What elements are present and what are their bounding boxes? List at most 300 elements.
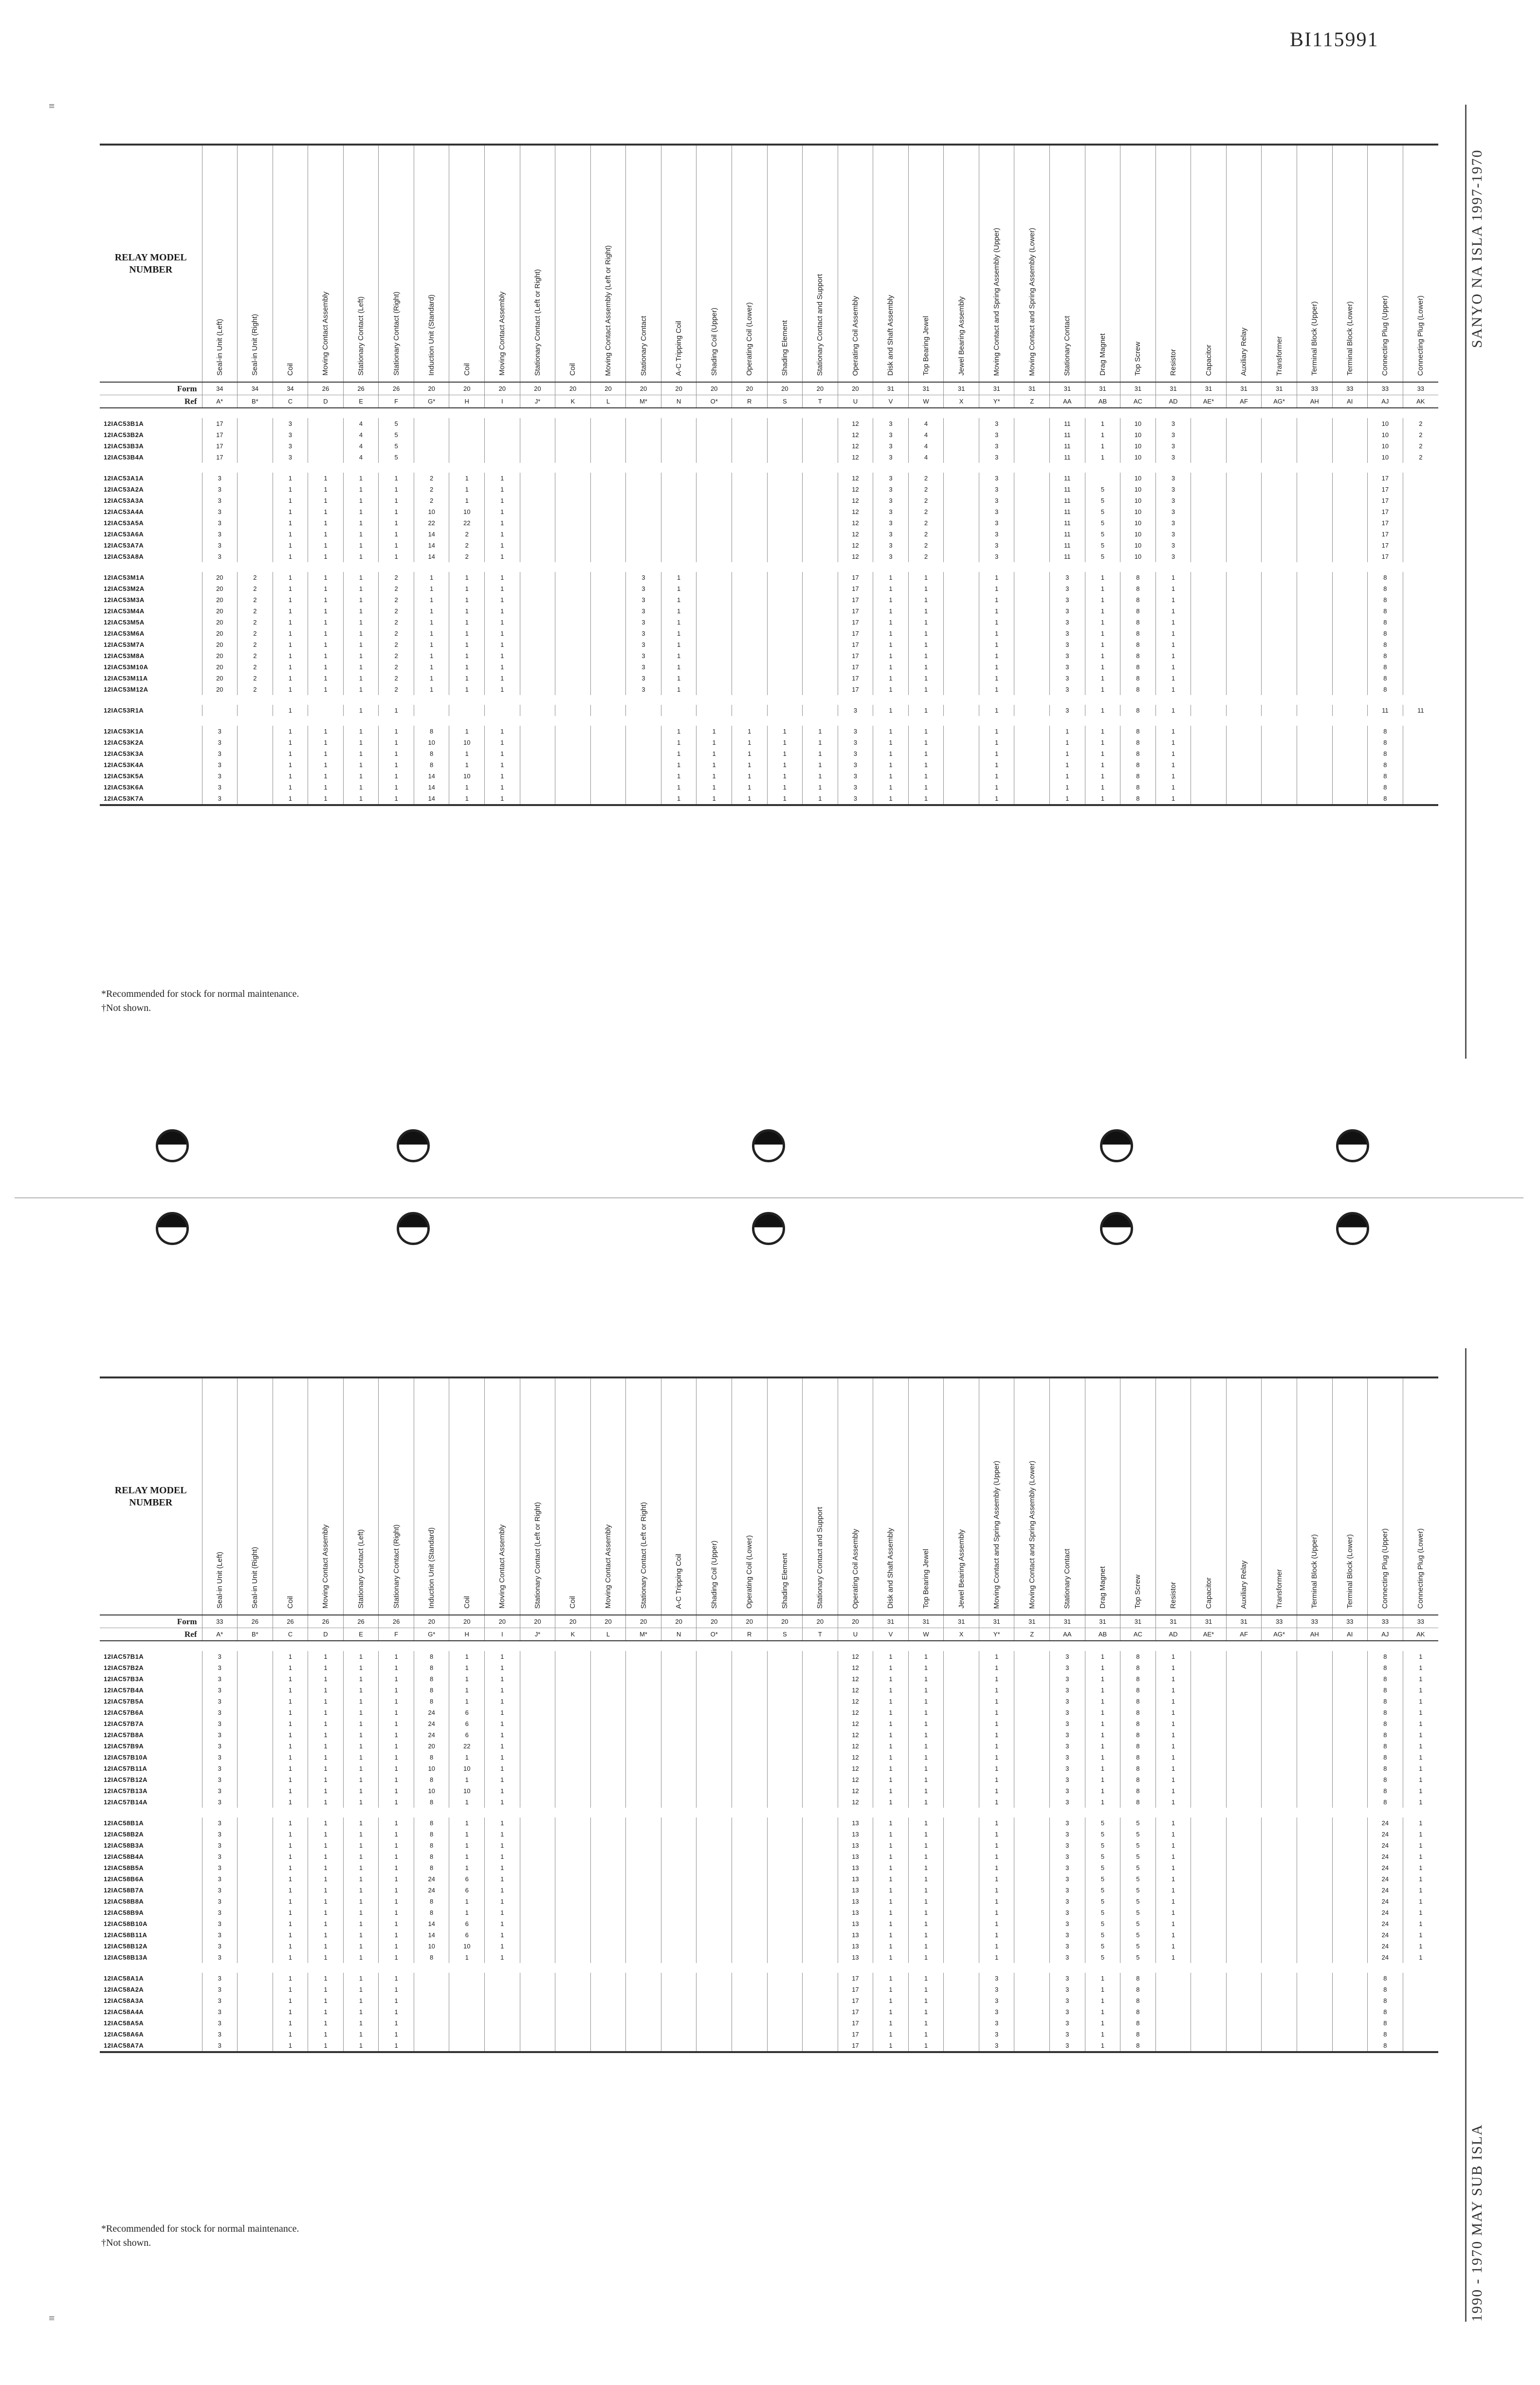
quantity-cell: 3 xyxy=(202,1729,238,1741)
quantity-cell xyxy=(767,673,803,684)
column-header xyxy=(803,145,838,382)
quantity-cell xyxy=(1014,429,1050,440)
quantity-cell xyxy=(1014,1673,1050,1685)
quantity-cell xyxy=(555,1918,591,1929)
quantity-cell xyxy=(590,684,626,695)
quantity-cell xyxy=(1226,495,1262,506)
quantity-cell xyxy=(414,1984,449,1995)
quantity-cell: 8 xyxy=(1120,1785,1156,1797)
quantity-cell: 1 xyxy=(1085,726,1120,737)
table-row xyxy=(100,1752,1438,1763)
quantity-cell: 5 xyxy=(1120,1873,1156,1885)
form-cell: 20 xyxy=(590,1615,626,1628)
quantity-cell xyxy=(555,1741,591,1752)
quantity-cell: 1 xyxy=(308,473,344,484)
column-label: Operating Coil (Lower) xyxy=(745,302,754,376)
quantity-cell xyxy=(661,1941,697,1952)
quantity-cell xyxy=(1297,2040,1332,2052)
quantity-cell: 2 xyxy=(379,605,414,617)
quantity-cell: 1 xyxy=(908,628,944,639)
quantity-cell: 1 xyxy=(449,1774,485,1785)
quantity-cell xyxy=(1403,495,1438,506)
quantity-cell xyxy=(414,2006,449,2018)
quantity-cell xyxy=(1014,1918,1050,1929)
quantity-cell: 3 xyxy=(979,495,1014,506)
quantity-cell xyxy=(732,452,767,463)
quantity-cell: 12 xyxy=(838,418,873,429)
quantity-cell xyxy=(1297,737,1332,748)
column-header xyxy=(767,1377,803,1615)
quantity-cell: 1 xyxy=(979,1873,1014,1885)
quantity-cell: 2 xyxy=(908,495,944,506)
quantity-cell: 22 xyxy=(449,1741,485,1752)
quantity-cell xyxy=(1297,639,1332,650)
quantity-cell xyxy=(944,2006,979,2018)
form-cell: 20 xyxy=(485,382,520,395)
quantity-cell xyxy=(1262,748,1297,759)
quantity-cell: 1 xyxy=(1085,1774,1120,1785)
column-header xyxy=(1014,1377,1050,1615)
quantity-cell xyxy=(697,1752,732,1763)
quantity-cell xyxy=(590,1873,626,1885)
quantity-cell: 20 xyxy=(202,605,238,617)
quantity-cell: 1 xyxy=(308,1995,344,2006)
quantity-cell: 1 xyxy=(379,1685,414,1696)
quantity-cell: 1 xyxy=(979,1729,1014,1741)
quantity-cell xyxy=(767,1851,803,1862)
quantity-cell xyxy=(1332,1741,1368,1752)
quantity-cell xyxy=(1332,639,1368,650)
quantity-cell: 13 xyxy=(838,1885,873,1896)
quantity-cell xyxy=(803,473,838,484)
quantity-cell: 1 xyxy=(449,793,485,805)
quantity-cell xyxy=(1262,771,1297,782)
quantity-cell: 1 xyxy=(661,726,697,737)
quantity-cell xyxy=(1191,551,1227,562)
quantity-cell xyxy=(697,540,732,551)
quantity-cell: 1 xyxy=(485,1840,520,1851)
ref-cell: R xyxy=(732,1628,767,1641)
quantity-cell xyxy=(590,628,626,639)
quantity-cell: 1 xyxy=(1403,1817,1438,1829)
quantity-cell: 5 xyxy=(1085,1918,1120,1929)
quantity-cell: 22 xyxy=(414,517,449,529)
quantity-cell: 3 xyxy=(202,1752,238,1763)
quantity-cell xyxy=(1403,759,1438,771)
quantity-cell xyxy=(590,473,626,484)
quantity-cell: 3 xyxy=(202,748,238,759)
quantity-cell: 14 xyxy=(414,1929,449,1941)
model-number: 12IAC53A1A xyxy=(104,475,144,482)
column-label: Coil xyxy=(568,1596,577,1609)
quantity-cell: 1 xyxy=(379,737,414,748)
quantity-cell: 3 xyxy=(202,506,238,517)
quantity-cell: 8 xyxy=(1120,1707,1156,1718)
quantity-cell: 1 xyxy=(979,1840,1014,1851)
quantity-cell: 3 xyxy=(873,418,909,429)
quantity-cell xyxy=(803,673,838,684)
quantity-cell xyxy=(590,2006,626,2018)
quantity-cell: 3 xyxy=(1155,506,1191,517)
quantity-cell: 1 xyxy=(485,793,520,805)
quantity-cell xyxy=(555,771,591,782)
quantity-cell: 12 xyxy=(838,1729,873,1741)
quantity-cell: 24 xyxy=(1368,1840,1403,1851)
ref-cell: Z xyxy=(1014,395,1050,408)
quantity-cell: 1 xyxy=(1155,1752,1191,1763)
table-row xyxy=(100,639,1438,650)
quantity-cell xyxy=(1297,484,1332,495)
quantity-cell xyxy=(767,1729,803,1741)
model-number: 12IAC58B10A xyxy=(104,1920,148,1927)
model-number: 12IAC57B6A xyxy=(104,1709,144,1716)
form-cell: 33 xyxy=(1368,382,1403,395)
quantity-cell xyxy=(626,1673,661,1685)
quantity-cell: 5 xyxy=(1085,1941,1120,1952)
quantity-cell: 1 xyxy=(449,1797,485,1808)
quantity-cell: 3 xyxy=(1050,2018,1085,2029)
quantity-cell xyxy=(732,572,767,583)
quantity-cell xyxy=(590,1896,626,1907)
quantity-cell xyxy=(1332,529,1368,540)
quantity-cell xyxy=(661,495,697,506)
column-label: Moving Contact Assembly xyxy=(498,1524,507,1609)
quantity-cell: 24 xyxy=(1368,1907,1403,1918)
quantity-cell: 3 xyxy=(1050,1851,1085,1862)
quantity-cell: 1 xyxy=(1403,1851,1438,1862)
quantity-cell xyxy=(1262,793,1297,805)
model-number: 12IAC53B1A xyxy=(104,420,144,427)
form-cell: 31 xyxy=(1226,1615,1262,1628)
quantity-cell: 1 xyxy=(273,495,308,506)
quantity-cell: 1 xyxy=(449,1840,485,1851)
form-cell: 26 xyxy=(343,382,379,395)
quantity-cell xyxy=(555,1763,591,1774)
quantity-cell xyxy=(697,1662,732,1673)
table-row xyxy=(100,1973,1438,1984)
quantity-cell xyxy=(414,2040,449,2052)
quantity-cell xyxy=(590,2029,626,2040)
quantity-cell: 3 xyxy=(1050,628,1085,639)
quantity-cell: 1 xyxy=(308,572,344,583)
quantity-cell xyxy=(1014,617,1050,628)
quantity-cell xyxy=(1191,1829,1227,1840)
quantity-cell xyxy=(238,1941,273,1952)
quantity-cell xyxy=(697,1673,732,1685)
quantity-cell xyxy=(1191,1995,1227,2006)
quantity-cell: 1 xyxy=(308,1984,344,1995)
quantity-cell xyxy=(1191,506,1227,517)
right-margin-rule-top xyxy=(1465,105,1467,1059)
quantity-cell: 3 xyxy=(626,650,661,661)
quantity-cell xyxy=(1297,1673,1332,1685)
quantity-cell: 1 xyxy=(1155,705,1191,716)
quantity-cell: 8 xyxy=(1368,782,1403,793)
quantity-cell: 1 xyxy=(449,1829,485,1840)
quantity-cell xyxy=(1332,673,1368,684)
quantity-cell xyxy=(1226,440,1262,452)
table-row xyxy=(100,661,1438,673)
column-label: Transformer xyxy=(1275,1569,1283,1609)
column-label: Auxiliary Relay xyxy=(1240,1560,1248,1609)
quantity-cell xyxy=(944,452,979,463)
quantity-cell xyxy=(238,1840,273,1851)
quantity-cell xyxy=(626,1651,661,1662)
column-header xyxy=(485,145,520,382)
quantity-cell xyxy=(520,506,555,517)
column-label: Moving Contact Assembly xyxy=(321,292,330,376)
quantity-cell xyxy=(661,506,697,517)
model-number: 12IAC53A5A xyxy=(104,519,144,527)
quantity-cell: 1 xyxy=(732,771,767,782)
quantity-cell xyxy=(1014,1651,1050,1662)
quantity-cell: 6 xyxy=(449,1929,485,1941)
column-header xyxy=(308,145,344,382)
quantity-cell: 3 xyxy=(1050,1774,1085,1785)
quantity-cell xyxy=(238,1873,273,1885)
quantity-cell: 3 xyxy=(202,1774,238,1785)
form-cell: 31 xyxy=(944,382,979,395)
quantity-cell: 3 xyxy=(202,1685,238,1696)
ref-cell: I xyxy=(485,395,520,408)
model-number: 12IAC57B5A xyxy=(104,1698,144,1705)
quantity-cell: 1 xyxy=(873,583,909,594)
quantity-cell xyxy=(238,1673,273,1685)
quantity-cell xyxy=(626,1817,661,1829)
quantity-cell xyxy=(590,1707,626,1718)
quantity-cell xyxy=(697,1774,732,1785)
quantity-cell xyxy=(1191,1741,1227,1752)
quantity-cell xyxy=(1014,1995,1050,2006)
column-header xyxy=(1191,1377,1227,1615)
quantity-cell xyxy=(1226,1929,1262,1941)
quantity-cell xyxy=(803,1662,838,1673)
quantity-cell: 1 xyxy=(485,1752,520,1763)
quantity-cell xyxy=(1297,429,1332,440)
quantity-cell: 24 xyxy=(1368,1941,1403,1952)
quantity-cell xyxy=(1262,1707,1297,1718)
quantity-cell xyxy=(1262,1817,1297,1829)
quantity-cell: 1 xyxy=(485,540,520,551)
quantity-cell xyxy=(590,429,626,440)
quantity-cell: 3 xyxy=(626,639,661,650)
quantity-cell xyxy=(767,1973,803,1984)
ref-cell: F xyxy=(379,1628,414,1641)
quantity-cell: 1 xyxy=(273,605,308,617)
quantity-cell xyxy=(732,1651,767,1662)
quantity-cell: 1 xyxy=(1050,737,1085,748)
quantity-cell xyxy=(1403,551,1438,562)
quantity-cell: 8 xyxy=(1368,1662,1403,1673)
quantity-cell: 1 xyxy=(379,1984,414,1995)
quantity-cell: 1 xyxy=(1085,1707,1120,1718)
ref-cell: AA xyxy=(1050,1628,1085,1641)
quantity-cell xyxy=(1297,495,1332,506)
quantity-cell xyxy=(661,529,697,540)
quantity-cell: 8 xyxy=(1120,737,1156,748)
quantity-cell: 1 xyxy=(343,1862,379,1873)
quantity-cell xyxy=(590,1696,626,1707)
quantity-cell: 1 xyxy=(273,1995,308,2006)
quantity-cell: 4 xyxy=(908,452,944,463)
quantity-cell xyxy=(767,506,803,517)
column-label: Top Screw xyxy=(1134,341,1142,376)
quantity-cell: 1 xyxy=(485,1885,520,1896)
quantity-cell xyxy=(767,495,803,506)
quantity-cell xyxy=(944,2029,979,2040)
quantity-cell xyxy=(1262,1797,1297,1808)
quantity-cell: 1 xyxy=(803,726,838,737)
quantity-cell xyxy=(626,1774,661,1785)
quantity-cell: 1 xyxy=(697,726,732,737)
quantity-cell: 1 xyxy=(449,748,485,759)
quantity-cell xyxy=(449,2006,485,2018)
quantity-cell xyxy=(238,705,273,716)
quantity-cell xyxy=(1014,1907,1050,1918)
quantity-cell xyxy=(238,506,273,517)
quantity-cell xyxy=(1155,1995,1191,2006)
quantity-cell: 3 xyxy=(1050,1729,1085,1741)
quantity-cell: 3 xyxy=(202,782,238,793)
quantity-cell xyxy=(555,1851,591,1862)
ref-cell: AJ xyxy=(1368,395,1403,408)
quantity-cell xyxy=(697,673,732,684)
form-cell: 20 xyxy=(520,1615,555,1628)
quantity-cell: 3 xyxy=(1050,605,1085,617)
quantity-cell xyxy=(803,1918,838,1929)
quantity-cell xyxy=(520,684,555,695)
quantity-cell: 1 xyxy=(1085,1673,1120,1685)
model-number: 12IAC57B8A xyxy=(104,1731,144,1739)
quantity-cell xyxy=(732,594,767,605)
model-number: 12IAC53M12A xyxy=(104,686,148,693)
quantity-cell: 8 xyxy=(1368,1774,1403,1785)
quantity-cell xyxy=(238,2040,273,2052)
quantity-cell xyxy=(1226,1918,1262,1929)
quantity-cell xyxy=(590,639,626,650)
quantity-cell xyxy=(520,617,555,628)
quantity-cell: 8 xyxy=(1120,1685,1156,1696)
quantity-cell xyxy=(1014,1952,1050,1963)
quantity-cell: 1 xyxy=(343,1696,379,1707)
quantity-cell: 1 xyxy=(273,1885,308,1896)
quantity-cell xyxy=(1262,1829,1297,1840)
quantity-cell: 1 xyxy=(979,1673,1014,1685)
quantity-cell xyxy=(520,1673,555,1685)
quantity-cell xyxy=(1403,639,1438,650)
quantity-cell: 1 xyxy=(343,572,379,583)
quantity-cell xyxy=(1014,1774,1050,1785)
quantity-cell xyxy=(1191,639,1227,650)
quantity-cell: 20 xyxy=(202,673,238,684)
quantity-cell xyxy=(697,639,732,650)
quantity-cell xyxy=(1297,572,1332,583)
quantity-cell xyxy=(803,1817,838,1829)
quantity-cell xyxy=(767,1829,803,1840)
quantity-cell: 1 xyxy=(979,673,1014,684)
quantity-cell: 1 xyxy=(1155,1918,1191,1929)
column-header xyxy=(343,145,379,382)
quantity-cell: 1 xyxy=(414,650,449,661)
quantity-cell xyxy=(803,1851,838,1862)
model-number: 12IAC53A2A xyxy=(104,486,144,493)
quantity-cell: 1 xyxy=(343,1984,379,1995)
quantity-cell xyxy=(520,650,555,661)
column-label: Operating Coil Assembly xyxy=(851,1528,860,1609)
quantity-cell xyxy=(520,495,555,506)
group-spacer-cell xyxy=(100,716,1438,726)
quantity-cell xyxy=(767,2018,803,2029)
quantity-cell xyxy=(1332,517,1368,529)
quantity-cell xyxy=(1191,418,1227,429)
quantity-cell: 8 xyxy=(1368,605,1403,617)
ref-cell: C xyxy=(273,1628,308,1641)
model-number: 12IAC53B3A xyxy=(104,442,144,450)
quantity-cell xyxy=(238,1785,273,1797)
quantity-cell: 1 xyxy=(1085,1662,1120,1673)
quantity-cell xyxy=(697,2040,732,2052)
quantity-cell: 11 xyxy=(1050,551,1085,562)
quantity-cell: 1 xyxy=(1403,1685,1438,1696)
quantity-cell xyxy=(520,759,555,771)
quantity-cell: 1 xyxy=(1050,748,1085,759)
quantity-cell: 11 xyxy=(1050,540,1085,551)
quantity-cell xyxy=(803,1685,838,1696)
quantity-cell: 12 xyxy=(838,452,873,463)
quantity-cell xyxy=(732,639,767,650)
quantity-cell xyxy=(661,1718,697,1729)
quantity-cell: 1 xyxy=(449,1851,485,1862)
quantity-cell xyxy=(1014,452,1050,463)
quantity-cell xyxy=(661,429,697,440)
quantity-cell xyxy=(661,1763,697,1774)
quantity-cell: 1 xyxy=(449,661,485,673)
quantity-cell: 1 xyxy=(379,1696,414,1707)
quantity-cell: 1 xyxy=(273,628,308,639)
quantity-cell xyxy=(661,1995,697,2006)
quantity-cell xyxy=(449,705,485,716)
quantity-cell: 12 xyxy=(838,1785,873,1797)
quantity-cell xyxy=(697,1797,732,1808)
quantity-cell xyxy=(1297,1984,1332,1995)
group-spacer xyxy=(100,695,1438,705)
quantity-cell xyxy=(1226,2040,1262,2052)
quantity-cell xyxy=(803,1907,838,1918)
quantity-cell xyxy=(520,2029,555,2040)
quantity-cell xyxy=(767,517,803,529)
quantity-cell xyxy=(555,1952,591,1963)
quantity-cell xyxy=(1191,2006,1227,2018)
quantity-cell: 3 xyxy=(1050,2040,1085,2052)
quantity-cell xyxy=(697,617,732,628)
quantity-cell: 1 xyxy=(1050,771,1085,782)
quantity-cell xyxy=(1226,2006,1262,2018)
quantity-cell: 3 xyxy=(202,1829,238,1840)
quantity-cell: 1 xyxy=(979,705,1014,716)
quantity-cell: 1 xyxy=(449,628,485,639)
quantity-cell: 1 xyxy=(379,1774,414,1785)
quantity-cell xyxy=(238,1952,273,1963)
quantity-cell: 1 xyxy=(485,726,520,737)
quantity-cell xyxy=(661,1984,697,1995)
column-label: Drag Magnet xyxy=(1098,333,1107,376)
quantity-cell xyxy=(520,1829,555,1840)
quantity-cell xyxy=(626,1995,661,2006)
quantity-cell: 1 xyxy=(1085,705,1120,716)
quantity-cell: 24 xyxy=(414,1873,449,1885)
quantity-cell: 1 xyxy=(873,2018,909,2029)
quantity-cell xyxy=(1014,1718,1050,1729)
